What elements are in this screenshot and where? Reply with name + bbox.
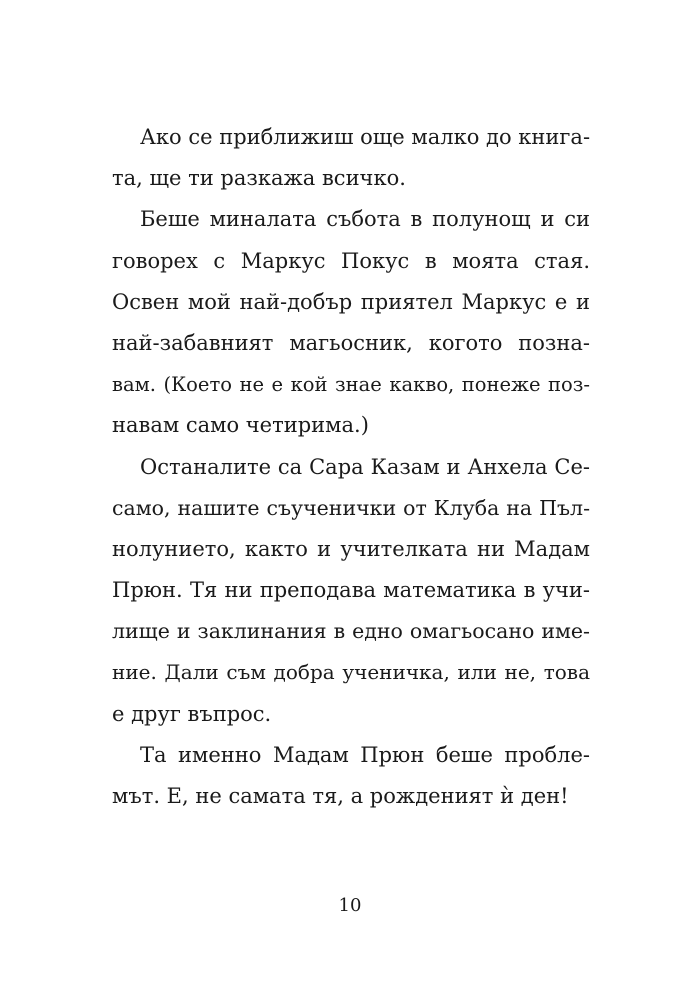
text-line: Беше миналата събота в полунощ и си	[140, 207, 590, 232]
text-line: Останалите са Сара Казам и Анхела Се-	[140, 454, 590, 479]
text-line: нолунието, както и учителката ни Мадам	[112, 536, 590, 561]
text-line: навам само четирима.)	[112, 413, 369, 438]
text-line: вам. (Което не е кой знае какво, понеже поз-	[112, 373, 590, 397]
text-line: мът. Е, не самата тя, а рожденият ѝ ден!	[112, 784, 569, 808]
page-number: 10	[338, 895, 362, 916]
body-text	[112, 117, 590, 817]
text-line: лище и заклинания в едно омагьосано име-	[112, 619, 590, 644]
text-line: ние. Дали съм добра ученичка, или не, това	[112, 660, 590, 685]
text-line: Та именно Мадам Прюн беше пробле-	[140, 742, 590, 767]
text-line: та, ще ти разкажа всичко.	[112, 166, 406, 191]
text-line: Прюн. Тя ни преподава математика в учи-	[112, 578, 590, 603]
text-line: само, нашите съученички от Клуба на Пъл-	[112, 495, 590, 520]
text-line: Ако се приближиш още малко до книга-	[140, 125, 591, 149]
text-line: най-забавният магьосник, когото позна-	[112, 330, 590, 355]
text-line: Освен мой най-добър приятел Маркус е и	[112, 289, 590, 314]
text-line: говорех с Маркус Покус в моята стая.	[112, 248, 590, 273]
text-line: е друг въпрос.	[112, 701, 272, 726]
